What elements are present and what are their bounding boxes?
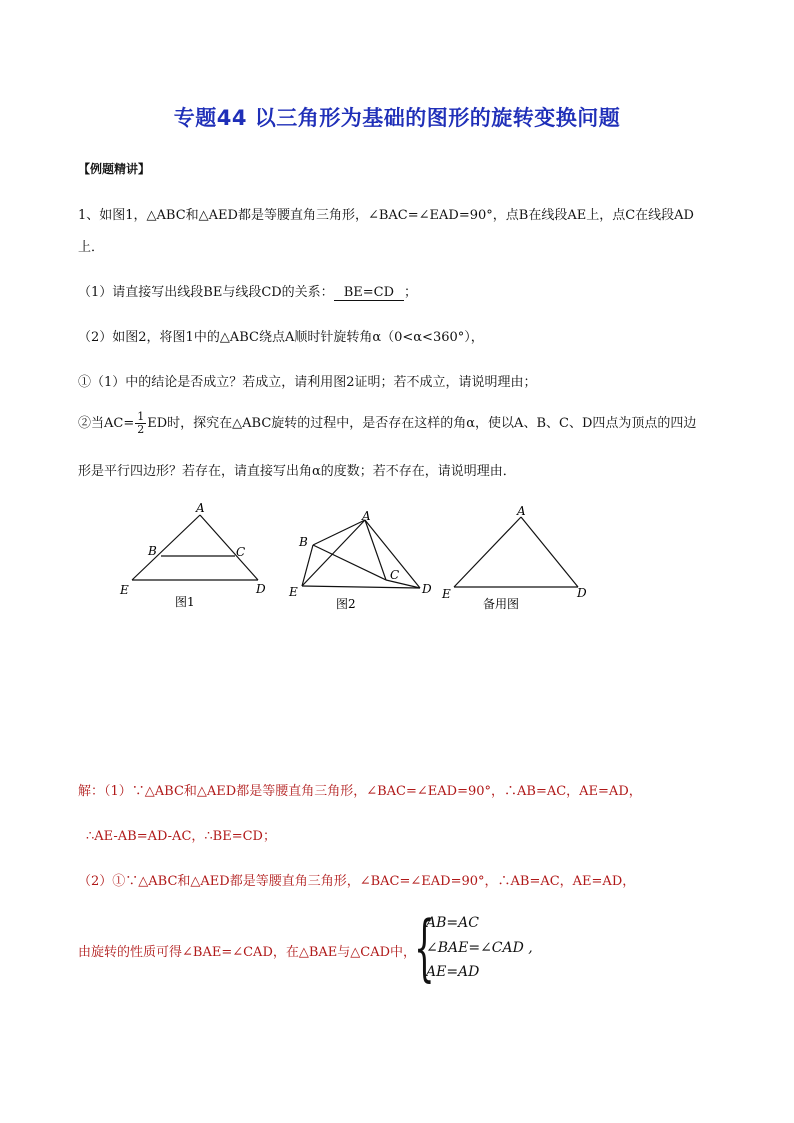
problem-intro-line-1: 1、如图1，△ABC和△AED都是等腰直角三角形，∠BAC=∠EAD=90°，点B在线段AE上，点C在线段AD [78,208,694,223]
fig1-label-D: D [256,582,266,596]
question-2-part-2 [78,411,696,436]
fig2-label-B: B [299,535,308,549]
fig2-label-D: D [422,582,432,596]
figure-2 [302,520,420,588]
fig1-label-E: E [120,583,129,597]
question-2-part-1: ①（1）中的结论是否成立？若成立，请利用图2证明；若不成立，请说明理由； [78,375,537,390]
question-2-part-2-line-2: 形是平行四边形？若存在，请直接写出角α的度数；若不存在，请说明理由． [78,464,516,479]
solution-line-3: （2）①∵△ABC和△AED都是等腰直角三角形，∠BAC=∠EAD=90°，∴AB=AC，AE=AD， [78,874,636,889]
question-2-part-2-start: ②当AC= [78,416,135,431]
fig2-caption: 图2 [336,597,356,611]
question-2: （2）如图2，将图1中的△ABC绕点A顺时针旋转角α（0<α<360°）， [78,330,484,345]
fig3-label-A: A [517,504,526,518]
fig1-label-C: C [236,545,246,559]
fraction-numerator: 1 [137,410,145,423]
figures-group [110,495,610,620]
page-title: 专题44 以三角形为基础的图形的旋转变换问题 [173,106,621,130]
section-heading: 【例题精讲】 [78,162,151,176]
fig3-segment-AD [521,517,578,587]
fig2-segment-AB [313,520,365,545]
fig1-segment-AD [200,515,258,580]
question-1-end: ； [404,285,418,300]
fig3-segment-AE [454,517,521,587]
fig1-label-B: B [148,544,157,558]
system-equation-1: AB=AC [426,915,479,931]
fig3-caption: 备用图 [483,597,520,611]
solution-line-2: ∴AE-AB=AD-AC，∴BE=CD； [86,829,276,844]
fig2-segment-ED [302,586,420,588]
fig2-label-C: C [390,568,400,582]
question-1-answer: BE=CD [334,285,404,301]
solution-line-1: 解：（1）∵△ABC和△AED都是等腰直角三角形，∠BAC=∠EAD=90°，∴AB=AC，AE=AD， [78,784,642,799]
fig1-label-A: A [196,501,205,515]
fraction-one-half [135,411,146,436]
fig1-caption: 图1 [175,595,195,609]
problem-intro-line-2: 上． [78,240,105,255]
system-equation-3: AE=AD [426,964,480,980]
question-2-part-2-rest: ED时，探究在△ABC旋转的过程中，是否存在这样的角α，使以A、B、C、D四点为顶点的四边 [147,416,697,431]
fig1-segment-AE [132,515,200,580]
fig3-label-E: E [442,587,451,601]
question-1 [78,281,417,301]
solution-line-4: 由旋转的性质可得∠BAE=∠CAD，在△BAE与△CAD中， [78,945,417,960]
question-1-text: （1）请直接写出线段BE与线段CD的关系： [78,285,334,300]
figure-3 [454,517,578,587]
system-equation-2: ∠BAE=∠CAD , [426,940,533,956]
fig2-label-A: A [362,509,371,523]
fig2-label-E: E [289,585,298,599]
fraction-denominator: 2 [137,423,145,436]
fig3-label-D: D [577,586,587,600]
system-brace: { [414,905,435,989]
